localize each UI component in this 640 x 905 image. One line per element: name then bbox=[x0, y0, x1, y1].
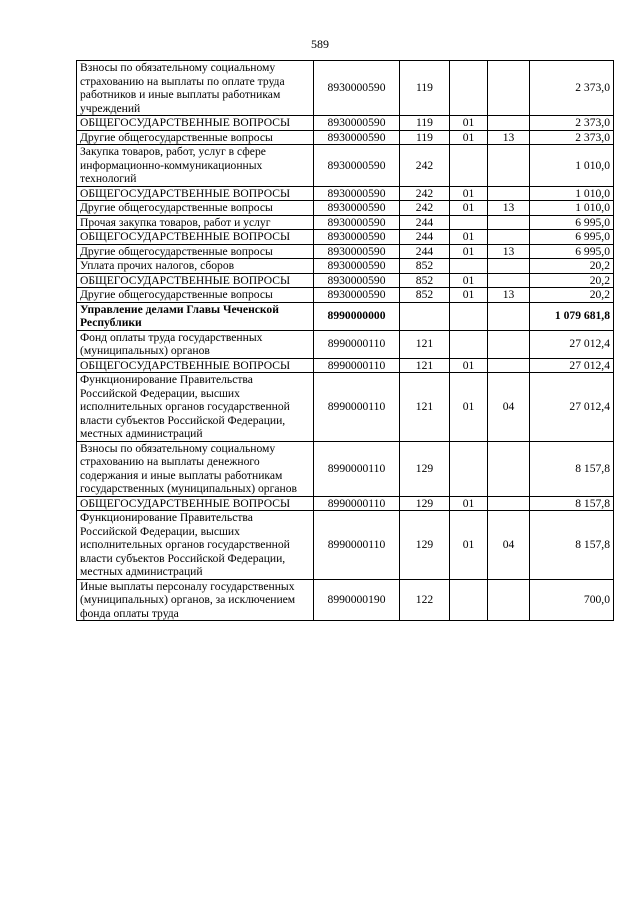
section-code: 01 bbox=[450, 496, 488, 511]
amount: 27 012,4 bbox=[530, 373, 614, 442]
row-name: Другие общегосударственные вопросы bbox=[77, 288, 314, 303]
row-name: ОБЩЕГОСУДАРСТВЕННЫЕ ВОПРОСЫ bbox=[77, 496, 314, 511]
amount: 2 373,0 bbox=[530, 130, 614, 145]
section-code: 01 bbox=[450, 116, 488, 131]
subsection-code bbox=[488, 145, 530, 187]
expense-type-code bbox=[400, 302, 450, 330]
target-article-code: 8930000590 bbox=[314, 215, 400, 230]
row-name: Закупка товаров, работ, услуг в сфере информационно-коммуникационных технологий bbox=[77, 145, 314, 187]
row-name: Фонд оплаты труда государственных (муниципальных) органов bbox=[77, 330, 314, 358]
expense-type-code: 852 bbox=[400, 273, 450, 288]
section-code bbox=[450, 61, 488, 116]
amount: 27 012,4 bbox=[530, 358, 614, 373]
row-name: ОБЩЕГОСУДАРСТВЕННЫЕ ВОПРОСЫ bbox=[77, 230, 314, 245]
row-name: ОБЩЕГОСУДАРСТВЕННЫЕ ВОПРОСЫ bbox=[77, 358, 314, 373]
subsection-code bbox=[488, 330, 530, 358]
table-row bbox=[77, 273, 614, 288]
expense-type-code: 244 bbox=[400, 230, 450, 245]
amount: 6 995,0 bbox=[530, 230, 614, 245]
section-code: 01 bbox=[450, 273, 488, 288]
expense-type-code: 242 bbox=[400, 201, 450, 216]
table-row bbox=[77, 215, 614, 230]
subsection-code: 04 bbox=[488, 373, 530, 442]
section-code: 01 bbox=[450, 230, 488, 245]
row-name: Другие общегосударственные вопросы bbox=[77, 201, 314, 216]
amount: 27 012,4 bbox=[530, 330, 614, 358]
subsection-code bbox=[488, 358, 530, 373]
table-row bbox=[77, 511, 614, 580]
expense-type-code: 121 bbox=[400, 330, 450, 358]
table-row bbox=[77, 579, 614, 621]
amount: 8 157,8 bbox=[530, 511, 614, 580]
table-row bbox=[77, 61, 614, 116]
row-name: Функционирование Правительства Российской Федерации, высших исполнительных органов государственной власти субъектов Российской Федерации, местных администраций bbox=[77, 511, 314, 580]
subsection-code bbox=[488, 259, 530, 274]
target-article-code: 8930000590 bbox=[314, 244, 400, 259]
amount: 6 995,0 bbox=[530, 215, 614, 230]
section-code bbox=[450, 259, 488, 274]
expense-type-code: 119 bbox=[400, 130, 450, 145]
subsection-code bbox=[488, 496, 530, 511]
row-name: Уплата прочих налогов, сборов bbox=[77, 259, 314, 274]
section-code bbox=[450, 215, 488, 230]
section-code: 01 bbox=[450, 373, 488, 442]
expense-type-code: 119 bbox=[400, 61, 450, 116]
subsection-code bbox=[488, 579, 530, 621]
row-name: ОБЩЕГОСУДАРСТВЕННЫЕ ВОПРОСЫ bbox=[77, 273, 314, 288]
section-code bbox=[450, 579, 488, 621]
target-article-code: 8990000110 bbox=[314, 441, 400, 496]
amount: 20,2 bbox=[530, 273, 614, 288]
table-row bbox=[77, 302, 614, 330]
table-row bbox=[77, 259, 614, 274]
amount: 6 995,0 bbox=[530, 244, 614, 259]
target-article-code: 8990000110 bbox=[314, 511, 400, 580]
target-article-code: 8990000110 bbox=[314, 330, 400, 358]
table-row bbox=[77, 116, 614, 131]
subsection-code: 13 bbox=[488, 288, 530, 303]
subsection-code bbox=[488, 441, 530, 496]
amount: 1 010,0 bbox=[530, 201, 614, 216]
section-code: 01 bbox=[450, 511, 488, 580]
table-row bbox=[77, 330, 614, 358]
subsection-code bbox=[488, 302, 530, 330]
section-code: 01 bbox=[450, 201, 488, 216]
subsection-code bbox=[488, 273, 530, 288]
expense-type-code: 129 bbox=[400, 511, 450, 580]
section-code: 01 bbox=[450, 358, 488, 373]
amount: 2 373,0 bbox=[530, 116, 614, 131]
target-article-code: 8930000590 bbox=[314, 145, 400, 187]
row-name: Взносы по обязательному социальному страхованию на выплаты денежного содержания и иные выплаты работникам государственных (муниципальных) органов bbox=[77, 441, 314, 496]
subsection-code: 13 bbox=[488, 130, 530, 145]
expense-type-code: 129 bbox=[400, 441, 450, 496]
expense-type-code: 244 bbox=[400, 244, 450, 259]
amount: 1 010,0 bbox=[530, 186, 614, 201]
target-article-code: 8990000000 bbox=[314, 302, 400, 330]
row-name: Функционирование Правительства Российской Федерации, высших исполнительных органов государственной власти субъектов Российской Федерации, местных администраций bbox=[77, 373, 314, 442]
target-article-code: 8930000590 bbox=[314, 259, 400, 274]
table-row bbox=[77, 288, 614, 303]
table-row bbox=[77, 244, 614, 259]
subsection-code: 13 bbox=[488, 201, 530, 216]
table-row bbox=[77, 441, 614, 496]
target-article-code: 8990000110 bbox=[314, 373, 400, 442]
subsection-code: 13 bbox=[488, 244, 530, 259]
section-code bbox=[450, 145, 488, 187]
table-row bbox=[77, 130, 614, 145]
section-code bbox=[450, 330, 488, 358]
expense-type-code: 119 bbox=[400, 116, 450, 131]
row-name: Другие общегосударственные вопросы bbox=[77, 244, 314, 259]
row-name: Взносы по обязательному социальному страхованию на выплаты по оплате труда работников и иные выплаты работникам учреждений bbox=[77, 61, 314, 116]
subsection-code: 04 bbox=[488, 511, 530, 580]
expense-type-code: 121 bbox=[400, 373, 450, 442]
expense-type-code: 852 bbox=[400, 259, 450, 274]
table-row bbox=[77, 373, 614, 442]
subsection-code bbox=[488, 215, 530, 230]
section-code: 01 bbox=[450, 288, 488, 303]
table-row bbox=[77, 230, 614, 245]
subsection-code bbox=[488, 116, 530, 131]
target-article-code: 8930000590 bbox=[314, 116, 400, 131]
expense-type-code: 242 bbox=[400, 186, 450, 201]
table-row bbox=[77, 145, 614, 187]
amount: 1 010,0 bbox=[530, 145, 614, 187]
subsection-code bbox=[488, 61, 530, 116]
target-article-code: 8930000590 bbox=[314, 273, 400, 288]
target-article-code: 8930000590 bbox=[314, 230, 400, 245]
row-name: Прочая закупка товаров, работ и услуг bbox=[77, 215, 314, 230]
expense-type-code: 122 bbox=[400, 579, 450, 621]
subsection-code bbox=[488, 186, 530, 201]
section-code: 01 bbox=[450, 130, 488, 145]
expense-type-code: 121 bbox=[400, 358, 450, 373]
section-code: 01 bbox=[450, 244, 488, 259]
target-article-code: 8930000590 bbox=[314, 288, 400, 303]
section-code: 01 bbox=[450, 186, 488, 201]
target-article-code: 8990000110 bbox=[314, 358, 400, 373]
table-row bbox=[77, 201, 614, 216]
amount: 20,2 bbox=[530, 259, 614, 274]
target-article-code: 8930000590 bbox=[314, 186, 400, 201]
row-name: Иные выплаты персоналу государственных (муниципальных) органов, за исключением фонда оплаты труда bbox=[77, 579, 314, 621]
table-row bbox=[77, 186, 614, 201]
target-article-code: 8990000190 bbox=[314, 579, 400, 621]
page-number: 589 bbox=[311, 37, 329, 51]
amount: 20,2 bbox=[530, 288, 614, 303]
subsection-code bbox=[488, 230, 530, 245]
row-name: ОБЩЕГОСУДАРСТВЕННЫЕ ВОПРОСЫ bbox=[77, 186, 314, 201]
amount: 2 373,0 bbox=[530, 61, 614, 116]
expense-type-code: 852 bbox=[400, 288, 450, 303]
amount: 700,0 bbox=[530, 579, 614, 621]
amount: 1 079 681,8 bbox=[530, 302, 614, 330]
row-name: ОБЩЕГОСУДАРСТВЕННЫЕ ВОПРОСЫ bbox=[77, 116, 314, 131]
expense-type-code: 244 bbox=[400, 215, 450, 230]
target-article-code: 8990000110 bbox=[314, 496, 400, 511]
expense-type-code: 129 bbox=[400, 496, 450, 511]
target-article-code: 8930000590 bbox=[314, 61, 400, 116]
table-row bbox=[77, 358, 614, 373]
table-row bbox=[77, 496, 614, 511]
amount: 8 157,8 bbox=[530, 441, 614, 496]
target-article-code: 8930000590 bbox=[314, 201, 400, 216]
row-name: Другие общегосударственные вопросы bbox=[77, 130, 314, 145]
amount: 8 157,8 bbox=[530, 496, 614, 511]
budget-table bbox=[76, 60, 614, 621]
expense-type-code: 242 bbox=[400, 145, 450, 187]
row-name: Управление делами Главы Чеченской Республики bbox=[77, 302, 314, 330]
target-article-code: 8930000590 bbox=[314, 130, 400, 145]
section-code bbox=[450, 441, 488, 496]
section-code bbox=[450, 302, 488, 330]
